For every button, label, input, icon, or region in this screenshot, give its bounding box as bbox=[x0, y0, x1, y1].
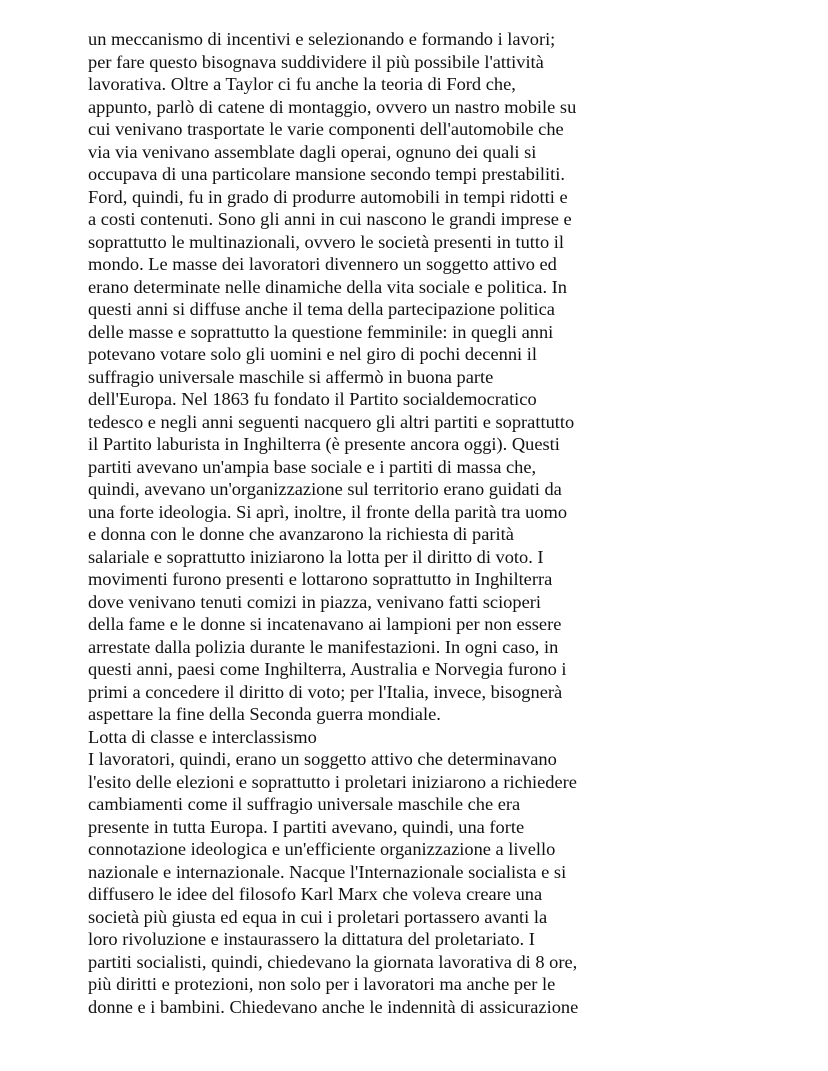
text-line: un meccanismo di incentivi e selezionando e formando i lavori; bbox=[88, 29, 556, 49]
text-line: quindi, avevano un'organizzazione sul territorio erano guidati da bbox=[88, 479, 562, 499]
text-line: I lavoratori, quindi, erano un soggetto attivo che determinavano bbox=[88, 749, 557, 769]
text-line: partiti avevano un'ampia base sociale e i partiti di massa che, bbox=[88, 456, 537, 477]
text-line: più diritti e protezioni, non solo per i lavoratori ma anche per le bbox=[88, 974, 556, 994]
document-text bbox=[88, 28, 628, 1018]
text-line: primi a concedere il diritto di voto; per l'Italia, invece, bisognerà bbox=[88, 681, 563, 702]
text-line: erano determinate nelle dinamiche della vita sociale e politica. In bbox=[88, 276, 567, 297]
text-line: cui venivano trasportate le varie componenti dell'automobile che bbox=[88, 119, 564, 139]
text-line: a costi contenuti. Sono gli anni in cui nascono le grandi imprese e bbox=[88, 209, 572, 229]
text-line: mondo. Le masse dei lavoratori divennero un soggetto attivo ed bbox=[88, 254, 557, 274]
document-page bbox=[88, 28, 628, 1018]
text-line: delle masse e soprattutto la questione femminile: in quegli anni bbox=[88, 321, 554, 342]
text-line: appunto, parlò di catene di montaggio, ovvero un nastro mobile su bbox=[88, 96, 577, 117]
text-line: cambiamenti come il suffragio universale maschile che era bbox=[88, 794, 521, 814]
text-line: arrestate dalla polizia durante le manifestazioni. In ogni caso, in bbox=[88, 636, 559, 657]
text-line: dell'Europa. Nel 1863 fu fondato il Partito socialdemocratico bbox=[88, 389, 537, 409]
text-line: occupava di una particolare mansione secondo tempi prestabiliti. bbox=[88, 164, 565, 184]
text-line: salariale e soprattutto iniziarono la lotta per il diritto di voto. I bbox=[88, 546, 544, 567]
text-line: aspettare la fine della Seconda guerra mondiale. bbox=[88, 704, 441, 724]
text-line: loro rivoluzione e instaurassero la dittatura del proletariato. I bbox=[88, 929, 535, 949]
text-line: società più giusta ed equa in cui i proletari portassero avanti la bbox=[88, 906, 548, 927]
text-line: della fame e le donne si incatenavano ai lampioni per non essere bbox=[88, 614, 562, 634]
text-line: partiti socialisti, quindi, chiedevano la giornata lavorativa di 8 ore, bbox=[88, 951, 578, 972]
text-line: questi anni si diffuse anche il tema della partecipazione politica bbox=[88, 299, 555, 319]
text-line: potevano votare solo gli uomini e nel giro di pochi decenni il bbox=[88, 344, 537, 364]
text-line: una forte ideologia. Si aprì, inoltre, il fronte della parità tra uomo bbox=[88, 501, 568, 522]
text-line: Ford, quindi, fu in grado di produrre automobili in tempi ridotti e bbox=[88, 186, 568, 207]
text-line: donne e i bambini. Chiedevano anche le indennità di assicurazione bbox=[88, 996, 579, 1017]
text-line: movimenti furono presenti e lottarono soprattutto in Inghilterra bbox=[88, 569, 553, 589]
text-line: nazionale e internazionale. Nacque l'Internazionale socialista e si bbox=[88, 861, 567, 882]
section-heading: Lotta di classe e interclassismo bbox=[88, 726, 317, 747]
text-line: per fare questo bisognava suddividere il più possibile l'attività bbox=[88, 51, 544, 72]
text-line: presente in tutta Europa. I partiti avevano, quindi, una forte bbox=[88, 816, 525, 837]
text-line: lavorativa. Oltre a Taylor ci fu anche la teoria di Ford che, bbox=[88, 74, 516, 94]
text-line: dove venivano tenuti comizi in piazza, venivano fatti scioperi bbox=[88, 591, 541, 612]
text-line: questi anni, paesi come Inghilterra, Australia e Norvegia furono i bbox=[88, 659, 567, 679]
text-line: soprattutto le multinazionali, ovvero le società presenti in tutto il bbox=[88, 231, 565, 252]
text-line: suffragio universale maschile si affermò in buona parte bbox=[88, 366, 494, 387]
text-line: connotazione ideologica e un'efficiente organizzazione a livello bbox=[88, 839, 556, 859]
text-line: tedesco e negli anni seguenti nacquero gli altri partiti e soprattutto bbox=[88, 411, 575, 432]
text-line: via via venivano assemblate dagli operai, ognuno dei quali si bbox=[88, 141, 537, 162]
text-line: il Partito laburista in Inghilterra (è presente ancora oggi). Questi bbox=[88, 434, 560, 454]
text-line: diffusero le idee del filosofo Karl Marx che voleva creare una bbox=[88, 884, 543, 904]
text-line: e donna con le donne che avanzarono la richiesta di parità bbox=[88, 524, 514, 544]
text-line: l'esito delle elezioni e soprattutto i proletari iniziarono a richiedere bbox=[88, 771, 577, 792]
